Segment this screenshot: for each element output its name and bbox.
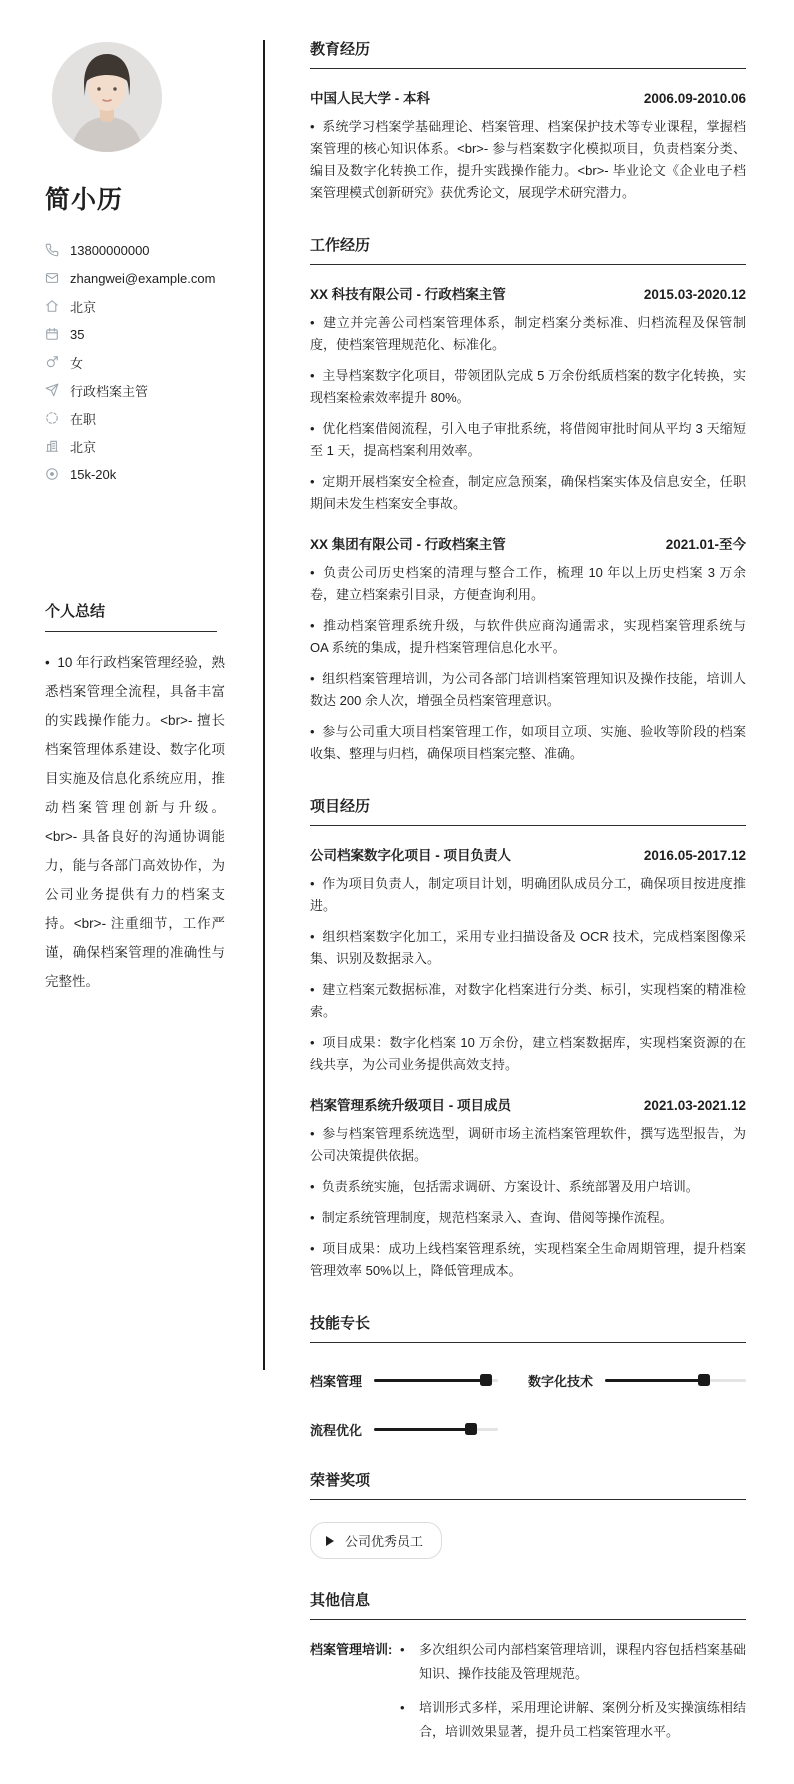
entry-bullets bbox=[310, 873, 746, 1076]
mail-icon bbox=[45, 271, 59, 285]
profile-name: 简小历 bbox=[45, 186, 124, 214]
other-info-bullets bbox=[400, 1638, 746, 1754]
entry-title: 中国人民大学 - 本科 bbox=[310, 91, 430, 106]
entry-bullet: • 负责公司历史档案的清理与整合工作，梳理 10 年以上历史档案 3 万余卷，建立档案索引目录，方便查询利用。 bbox=[310, 562, 746, 606]
age-icon bbox=[45, 327, 59, 341]
skill-name: 档案管理 bbox=[310, 1374, 363, 1389]
contact-item bbox=[45, 404, 237, 432]
entry-bullet: • 项目成果：数字化档案 10 万余份，建立档案数据库，实现档案资源的在线共享，为公司业务提供高效支持。 bbox=[310, 1032, 746, 1076]
salary-icon bbox=[45, 467, 59, 481]
entry-bullet: • 定期开展档案安全检查，制定应急预案，确保档案实体及信息安全，任职期间未发生档案安全事故。 bbox=[310, 471, 746, 515]
portrait-illustration bbox=[52, 42, 162, 152]
entry bbox=[310, 533, 746, 765]
entry-bullet: • 建立档案元数据标准，对数字化档案进行分类、标引，实现档案的精准检索。 bbox=[310, 979, 746, 1023]
entry-bullet: • 优化档案借阅流程，引入电子审批系统，将借阅审批时间从平均 3 天缩短至 1 天，提高档案利用效率。 bbox=[310, 418, 746, 462]
contact-value: zhangwei@example.com bbox=[70, 270, 216, 286]
contact-item bbox=[45, 292, 237, 320]
skill-row bbox=[528, 1371, 746, 1390]
entry-header bbox=[310, 533, 746, 553]
status-icon bbox=[45, 411, 59, 425]
city-icon bbox=[45, 439, 59, 453]
main-content bbox=[310, 38, 746, 1784]
entry-bullet: • 负责系统实施，包括需求调研、方案设计、系统部署及用户培训。 bbox=[310, 1176, 746, 1198]
skill-slider-fill bbox=[374, 1379, 486, 1382]
entry-date: 2021.01-至今 bbox=[665, 537, 746, 552]
section-skills bbox=[310, 1312, 746, 1439]
entry-bullet: • 组织档案数字化加工，采用专业扫描设备及 OCR 技术，完成档案图像采集、识别及数据录入。 bbox=[310, 926, 746, 970]
contact-list bbox=[45, 236, 237, 488]
entry bbox=[310, 87, 746, 204]
summary-text bbox=[45, 648, 225, 996]
skill-slider[interactable] bbox=[374, 1379, 498, 1382]
intention-icon bbox=[45, 383, 59, 397]
entry-bullet: • 参与公司重大项目档案管理工作，如项目立项、实施、验收等阶段的档案收集、整理与归档，确保项目档案完整、准确。 bbox=[310, 721, 746, 765]
skill-row bbox=[310, 1420, 498, 1439]
entry-bullets bbox=[310, 312, 746, 515]
other-title: 其他信息 bbox=[310, 1589, 746, 1620]
honor-badge[interactable] bbox=[310, 1522, 442, 1559]
education-title: 教育经历 bbox=[310, 38, 746, 69]
contact-value: 35 bbox=[70, 326, 85, 342]
skill-slider-handle[interactable] bbox=[480, 1374, 492, 1386]
contact-item bbox=[45, 376, 237, 404]
honor-badge-list bbox=[310, 1522, 746, 1559]
work-title: 工作经历 bbox=[310, 234, 746, 265]
entry-header bbox=[310, 87, 746, 107]
intention-icon bbox=[45, 383, 59, 397]
home-icon bbox=[45, 299, 59, 313]
contact-value: 在职 bbox=[70, 411, 97, 427]
contact-item bbox=[45, 264, 237, 292]
other-bullet: • 培训形式多样，采用理论讲解、案例分析及实操演练相结合，培训效果显著，提升员工档案管理水平。 bbox=[400, 1696, 746, 1744]
honors-title: 荣誉奖项 bbox=[310, 1469, 746, 1500]
other-info-label: 档案管理培训: bbox=[310, 1642, 393, 1657]
skill-slider-handle[interactable] bbox=[698, 1374, 710, 1386]
entry-bullet: • 推动档案管理系统升级，与软件供应商沟通需求，实现档案管理系统与 OA 系统的集成，提升档案管理信息化水平。 bbox=[310, 615, 746, 659]
entry-title: 档案管理系统升级项目 - 项目成员 bbox=[310, 1098, 511, 1113]
phone-icon bbox=[45, 243, 59, 257]
home-icon bbox=[45, 299, 59, 313]
section-honors bbox=[310, 1469, 746, 1559]
section-work bbox=[310, 234, 746, 765]
contact-item bbox=[45, 320, 237, 348]
contact-item bbox=[45, 236, 237, 264]
entry-bullet: • 主导档案数字化项目，带领团队完成 5 万余份纸质档案的数字化转换，实现档案检索效率提升 80%。 bbox=[310, 365, 746, 409]
skills-title: 技能专长 bbox=[310, 1312, 746, 1343]
contact-value: 北京 bbox=[70, 299, 97, 315]
contact-value: 15k-20k bbox=[70, 466, 117, 482]
contact-item bbox=[45, 460, 237, 488]
entry bbox=[310, 1094, 746, 1282]
skills-grid bbox=[310, 1371, 746, 1439]
summary-bullet: • 10 年行政档案管理经验，熟悉档案管理全流程，具备丰富的实践操作能力。<br>- 擅长档案管理体系建设、数字化项目实施及信息化系统应用，推动档案管理创新与升级。<br>- 具备良好的沟通协调能力，能与各部门高效协作，为公司业务提供有力的档案支持。<br>- 注重细节，工作严谨，确保档案管理的准确性与完整性。 bbox=[45, 648, 225, 996]
entry-bullets bbox=[310, 1123, 746, 1282]
play-icon bbox=[326, 1536, 334, 1546]
mail-icon bbox=[45, 271, 59, 285]
contact-value: 北京 bbox=[70, 439, 97, 455]
contact-value: 行政档案主管 bbox=[70, 383, 149, 399]
skill-row bbox=[310, 1371, 498, 1390]
entry-title: XX 科技有限公司 - 行政档案主管 bbox=[310, 287, 506, 302]
skill-name: 数字化技术 bbox=[528, 1374, 594, 1389]
entry-header bbox=[310, 844, 746, 864]
entry-date: 2021.03-2021.12 bbox=[643, 1098, 746, 1113]
entry-bullet: • 作为项目负责人，制定项目计划，明确团队成员分工，确保项目按进度推进。 bbox=[310, 873, 746, 917]
age-icon bbox=[45, 327, 59, 341]
entry-title: XX 集团有限公司 - 行政档案主管 bbox=[310, 537, 506, 552]
gender-icon bbox=[45, 355, 59, 369]
sidebar bbox=[45, 42, 237, 996]
section-projects bbox=[310, 795, 746, 1282]
skill-name: 流程优化 bbox=[310, 1423, 363, 1438]
honor-badge-label: 公司优秀员工 bbox=[345, 1534, 424, 1549]
contact-item bbox=[45, 348, 237, 376]
entry-bullets bbox=[310, 116, 746, 204]
skill-slider[interactable] bbox=[374, 1428, 498, 1431]
salary-icon bbox=[45, 467, 59, 481]
contact-value: 女 bbox=[70, 355, 84, 371]
phone-icon bbox=[45, 243, 59, 257]
city-icon bbox=[45, 439, 59, 453]
entry-bullet: • 参与档案管理系统选型，调研市场主流档案管理软件，撰写选型报告，为公司决策提供依据。 bbox=[310, 1123, 746, 1167]
projects-title: 项目经历 bbox=[310, 795, 746, 826]
skill-slider[interactable] bbox=[605, 1379, 746, 1382]
section-other bbox=[310, 1589, 746, 1754]
entry-bullet: • 制定系统管理制度，规范档案录入、查询、借阅等操作流程。 bbox=[310, 1207, 746, 1229]
entry-header bbox=[310, 1094, 746, 1114]
entry-date: 2006.09-2010.06 bbox=[643, 91, 746, 106]
skill-slider-handle[interactable] bbox=[465, 1423, 477, 1435]
entry-header bbox=[310, 283, 746, 303]
entry-title: 公司档案数字化项目 - 项目负责人 bbox=[310, 848, 511, 863]
skill-slider-fill bbox=[605, 1379, 704, 1382]
entry-bullet: • 组织档案管理培训，为公司各部门培训档案管理知识及操作技能，培训人数达 200 余人次，增强全员档案管理意识。 bbox=[310, 668, 746, 712]
summary-title: 个人总结 bbox=[45, 600, 217, 632]
entry bbox=[310, 283, 746, 515]
profile-photo bbox=[52, 42, 162, 152]
section-education bbox=[310, 38, 746, 204]
entry-bullet: • 项目成果：成功上线档案管理系统，实现档案全生命周期管理，提升档案管理效率 50%以上，降低管理成本。 bbox=[310, 1238, 746, 1282]
status-icon bbox=[45, 411, 59, 425]
section-summary bbox=[45, 600, 237, 996]
vertical-divider bbox=[263, 40, 265, 1370]
other-bullet: • 多次组织公司内部档案管理培训，课程内容包括档案基础知识、操作技能及管理规范。 bbox=[400, 1638, 746, 1686]
gender-icon bbox=[45, 355, 59, 369]
entry bbox=[310, 844, 746, 1076]
entry-date: 2016.05-2017.12 bbox=[643, 848, 746, 863]
contact-item bbox=[45, 432, 237, 460]
entry-date: 2015.03-2020.12 bbox=[643, 287, 746, 302]
skill-slider-fill bbox=[374, 1428, 471, 1431]
contact-value: 13800000000 bbox=[70, 242, 150, 258]
entry-bullet: • 建立并完善公司档案管理体系，制定档案分类标准、归档流程及保管制度，使档案管理规范化、标准化。 bbox=[310, 312, 746, 356]
entry-bullets bbox=[310, 562, 746, 765]
entry-bullet: • 系统学习档案学基础理论、档案管理、档案保护技术等专业课程，掌握档案管理的核心知识体系。<br>- 参与档案数字化模拟项目，负责档案分类、编目及数字化转换工作，提升实践操作能力。<br>- 毕业论文《企业电子档案管理模式创新研究》获优秀论文，展现学术研究潜力。 bbox=[310, 116, 746, 204]
